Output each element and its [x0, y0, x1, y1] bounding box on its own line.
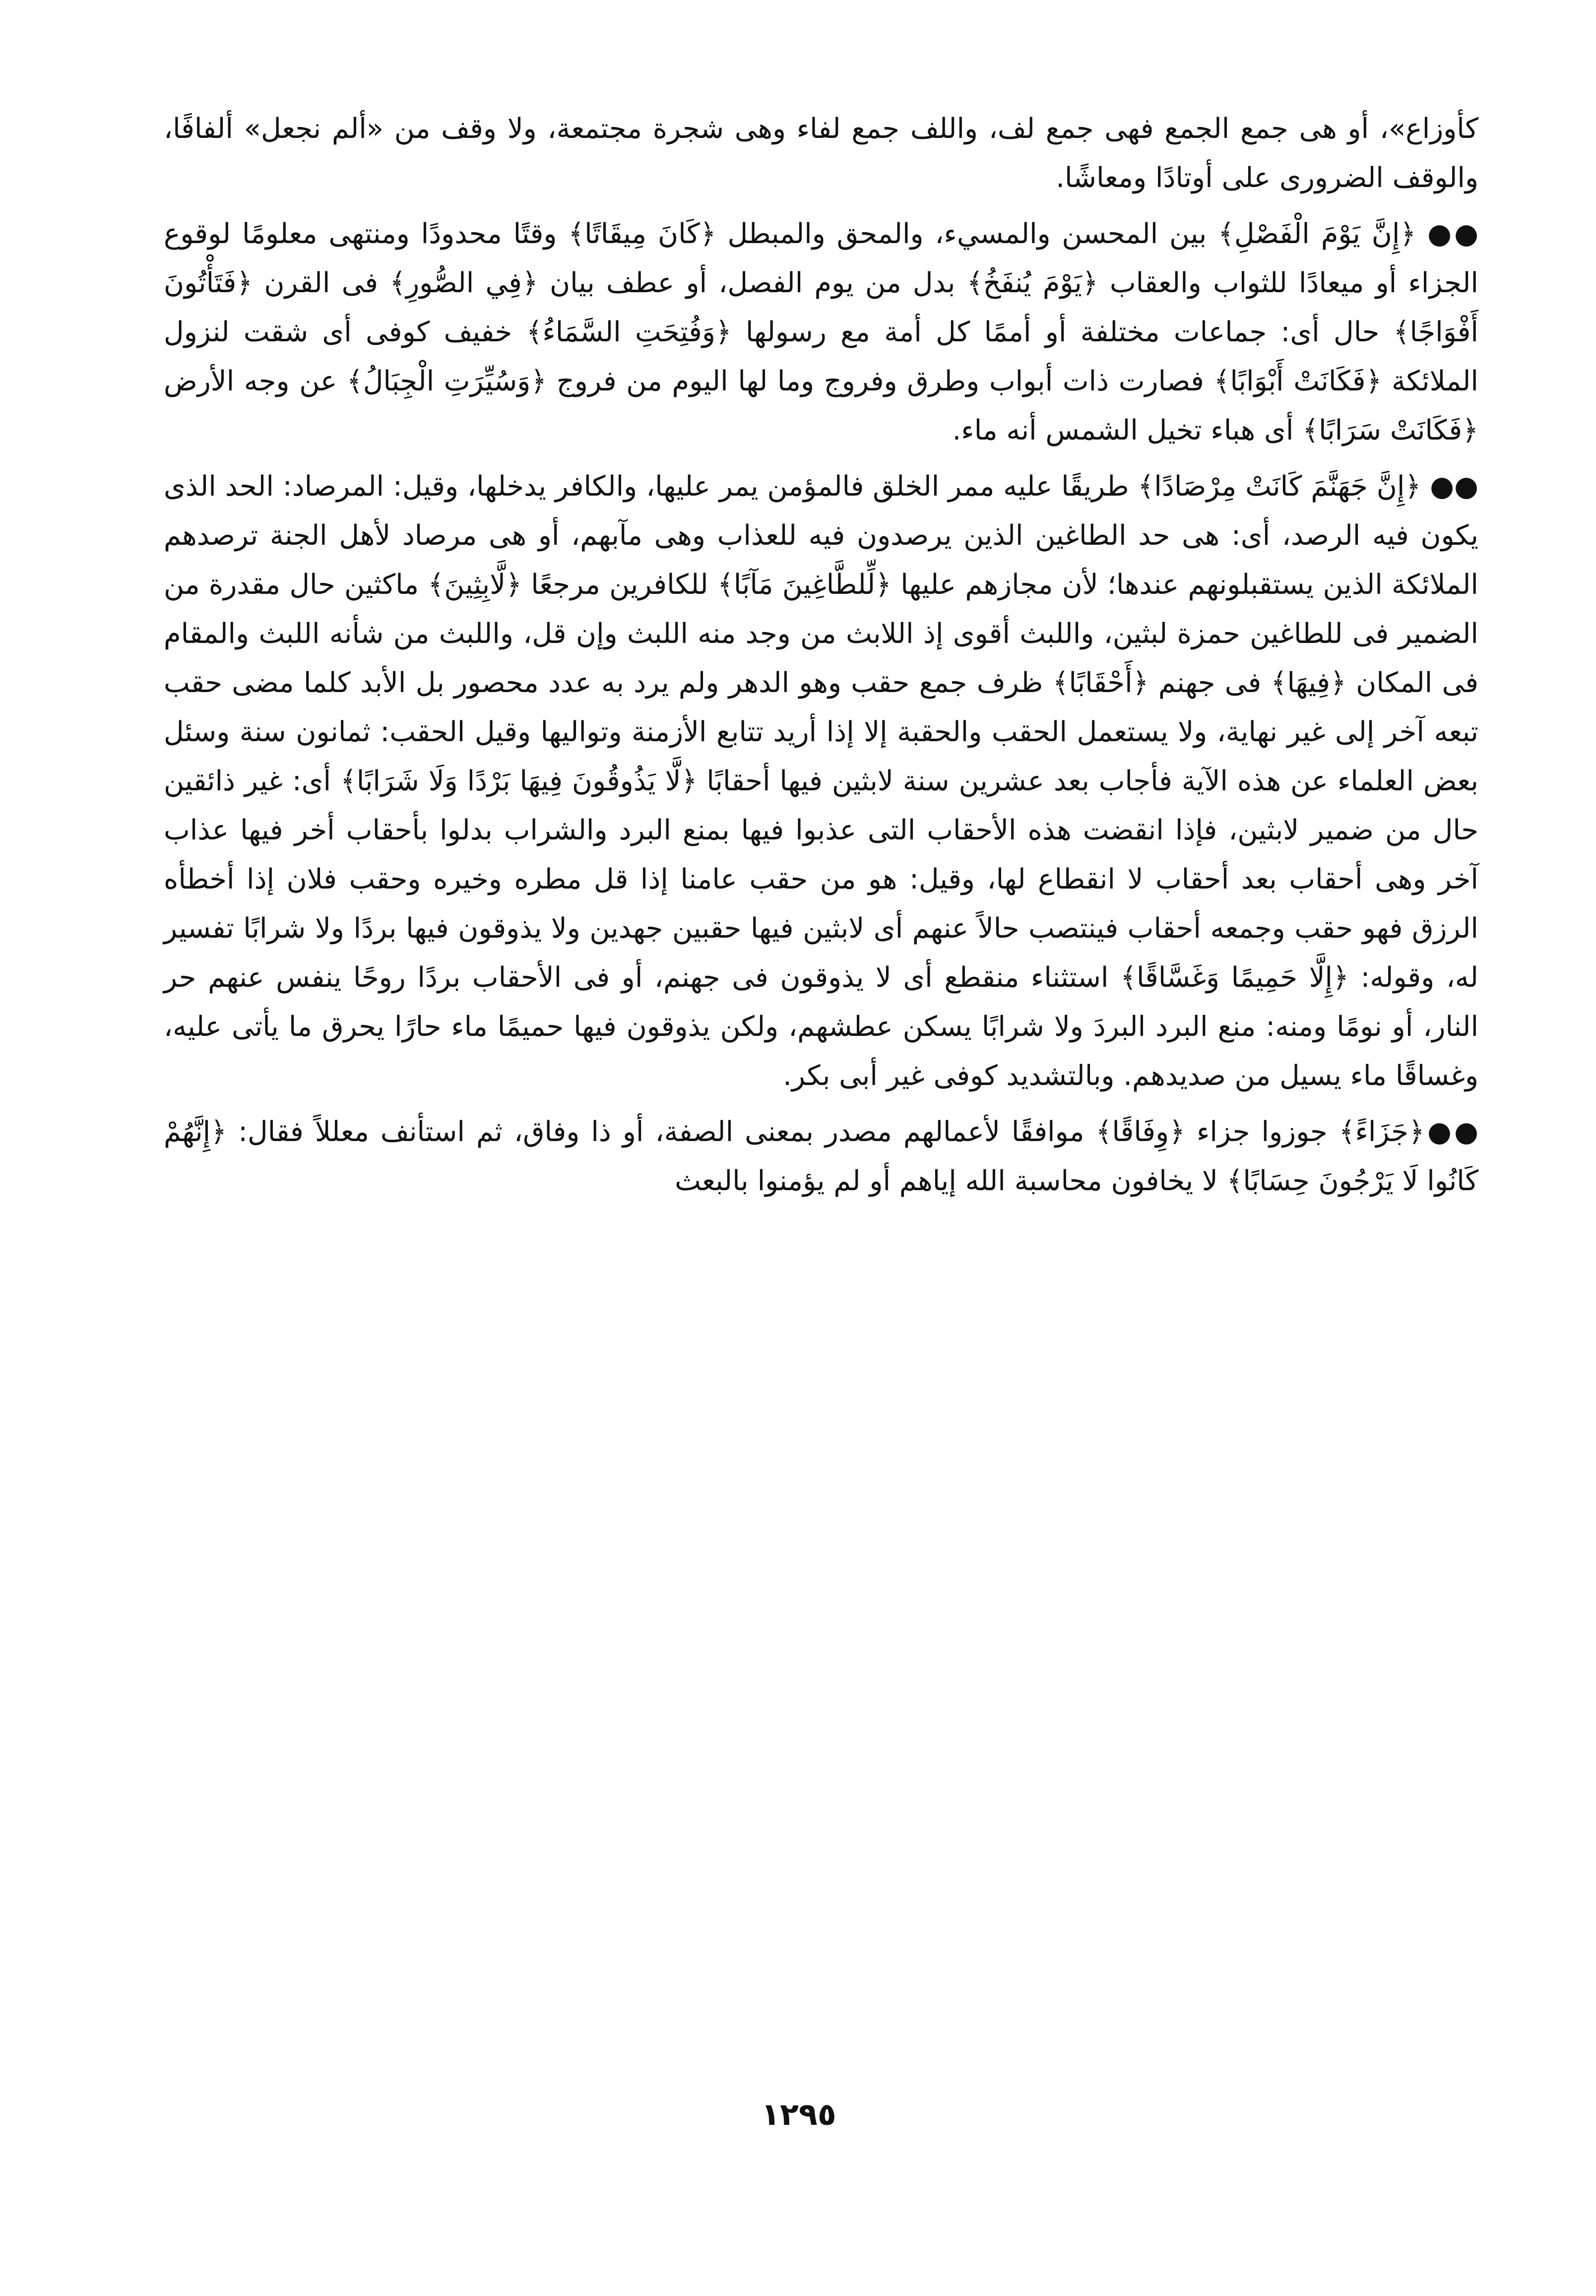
- tafsir-text-body: [164, 104, 1478, 1212]
- paragraph-4: ●●﴿جَزَاءً﴾ جوزوا جزاء ﴿وِفَاقًا﴾ موافقًا لأعمالهم مصدر بمعنى الصفة، أو ذا وفاق، ثم استأنف معللاً فقال: ﴿إِنَّهُمْ كَانُوا لَا يَرْجُونَ حِسَابًا﴾ لا يخافون محاسبة الله إياهم أو لم يؤمنوا بالبعث: [164, 1116, 1478, 1197]
- paragraph-2: ●● ﴿إِنَّ يَوْمَ الْفَصْلِ﴾ بين المحسن والمسيء، والمحق والمبطل ﴿كَانَ مِيقَاتًا﴾ وقتًا محدودًا ومنتهى معلومًا لوقوع الجزاء أو ميعادًا للثواب والعقاب ﴿يَوْمَ يُنفَخُ﴾ بدل من يوم الفصل، أو عطف بيان ﴿فِي الصُّورِ﴾ فى القرن ﴿فَتَأْتُونَ أَفْوَاجًا﴾ حال أى: جماعات مختلفة أو أممًا كل أمة مع رسولها ﴿وَفُتِحَتِ السَّمَاءُ﴾ خفيف كوفى أى شقت لنزول الملائكة ﴿فَكَانَتْ أَبْوَابًا﴾ فصارت ذات أبواب وطرق وفروج وما لها اليوم من فروج ﴿وَسُيِّرَتِ الْجِبَالُ﴾ عن وجه الأرض ﴿فَكَانَتْ سَرَابًا﴾ أى هباء تخيل الشمس أنه ماء.: [164, 218, 1478, 446]
- paragraph-3: ●● ﴿إِنَّ جَهَنَّمَ كَانَتْ مِرْصَادًا﴾ طريقًا عليه ممر الخلق فالمؤمن يمر عليها، والكافر يدخلها، وقيل: المرصاد: الحد الذى يكون فيه الرصد، أى: هى حد الطاغين الذين يرصدون فيه للعذاب وهى مآبهم، أو هى مرصاد لأهل الجنة ترصدهم الملائكة الذين يستقبلونهم عندها؛ لأن مجازهم عليها ﴿لِّلطَّاغِينَ مَآبًا﴾ للكافرين مرجعًا ﴿لَّابِثِينَ﴾ ماكثين حال مقدرة من الضمير فى للطاغين حمزة لبثين، واللبث أقوى إذ اللابث من وجد منه اللبث وإن قل، واللبث من شأنه اللبث والمقام فى المكان ﴿فِيهَا﴾ فى جهنم ﴿أَحْقَابًا﴾ ظرف جمع حقب وهو الدهر ولم يرد به عدد محصور بل الأبد كلما مضى حقب تبعه آخر إلى غير نهاية، ولا يستعمل الحقب والحقبة إلا إذا أريد تتابع الأزمنة وتواليها وقيل الحقب: ثمانون سنة وسئل بعض العلماء عن هذه الآية فأجاب بعد عشرين سنة لابثين فيها أحقابًا ﴿لَّا يَذُوقُونَ فِيهَا بَرْدًا وَلَا شَرَابًا﴾ أى: غير ذائقين حال من ضمير لابثين، فإذا انقضت هذه الأحقاب التى عذبوا فيها بمنع البرد والشراب بدلوا بأحقاب أخر فيها عذاب آخر وهى أحقاب بعد أحقاب لا انقطاع لها، وقيل: هو من حقب عامنا إذا قل مطره وخيره وحقب فلان إذا أخطأه الرزق فهو حقب وجمعه أحقاب فينتصب حالاً عنهم أى لابثين فيها حقبين جهدين ولا يذوقون فيها بردًا ولا شرابًا تفسير له، وقوله: ﴿إِلَّا حَمِيمًا وَغَسَّاقًا﴾ استثناء منقطع أى لا يذوقون فى جهنم، أو فى الأحقاب بردًا روحًا ينفس عنهم حر النار، أو نومًا ومنه: منع البرد البردَ ولا شرابًا يسكن عطشهم، ولكن يذوقون فيها حميمًا ماء حارًا يحرق ما يأتى عليه، وغساقًا ماء يسيل من صديدهم. وبالتشديد كوفى غير أبى بكر.: [164, 470, 1478, 1092]
- paragraph-1: كأوزاع»، أو هى جمع الجمع فهى جمع لف، واللف جمع لفاء وهى شجرة مجتمعة، ولا وقف من «ألم نجعل» ألفافًا، والوقف الضرورى على أوتادًا ومعاشًا.: [164, 113, 1478, 194]
- page-number: ١٢٩٥: [761, 2096, 836, 2132]
